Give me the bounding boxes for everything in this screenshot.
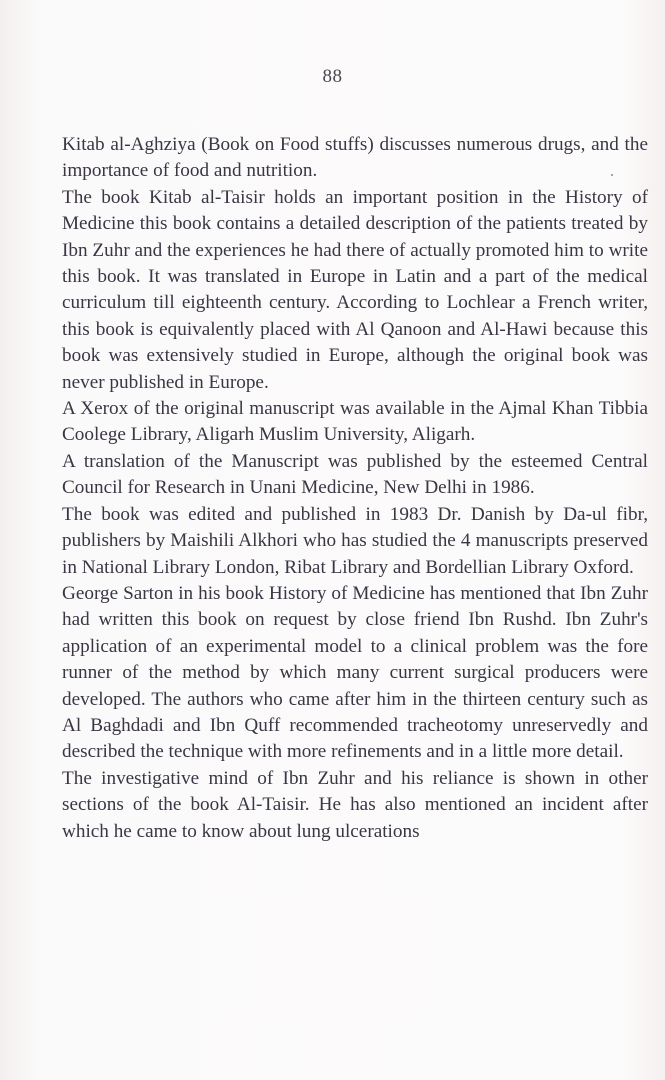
paragraph-translation: A translation of the Manuscript was published by the esteemed Central Council for Research in Unani Medicine, New Delhi in 1986. (62, 450, 648, 499)
paragraph-kitab-al-taisir: The book Kitab al-Taisir holds an important position in the History of Medicine this book contains a detailed description of the patients treated by Ibn Zuhr and the experiences he had there of actually promoted him to write this book. It was translated in Europe in Latin and a part of the medical curriculum till eighteenth century. According to Lochlear a French writer, this book is equivalently placed with Al Qanoon and Al-Hawi because this book was extensively studied in Europe, although the original book was never published in Europe. (62, 186, 648, 393)
paragraph-investigative-mind: The investigative mind of Ibn Zuhr and his reliance is shown in other sections of the book Al-Taisir. He has also mentioned an incident after which he came to know about lung ulcerations (62, 767, 648, 842)
page-number: 88 (322, 66, 343, 87)
paragraph-xerox-manuscript: A Xerox of the original manuscript was available in the Ajmal Khan Tibbia Coolege Library, Aligarh Muslim University, Aligarh. (62, 398, 648, 446)
paragraph-kitab-al-aghziya: Kitab al-Aghziya (Book on Food stuffs) discusses numerous drugs, and the importance of food and nutrition. (62, 134, 648, 182)
paragraph-edited-published: The book was edited and published in 1983 Dr. Danish by Da-ul fibr, publishers by Maishili Alkhori who has studied the 4 manuscripts preserved in National Library London, Ribat Library and Bordellian Library Oxford. (62, 503, 648, 578)
paragraph-george-sarton: George Sarton in his book History of Medicine has mentioned that Ibn Zuhr had written this book on request by close friend Ibn Rushd. Ibn Zuhr's application of an experimental model to a clinical problem was the fore runner of the method by which many current surgical producers were developed. The authors who came after him in the thirteen century such as Al Baghdadi and Ibn Quff recommended tracheotomy unreservedly and described the technique with more refinements and in a little more detail. (62, 582, 648, 763)
body-text (62, 132, 648, 845)
